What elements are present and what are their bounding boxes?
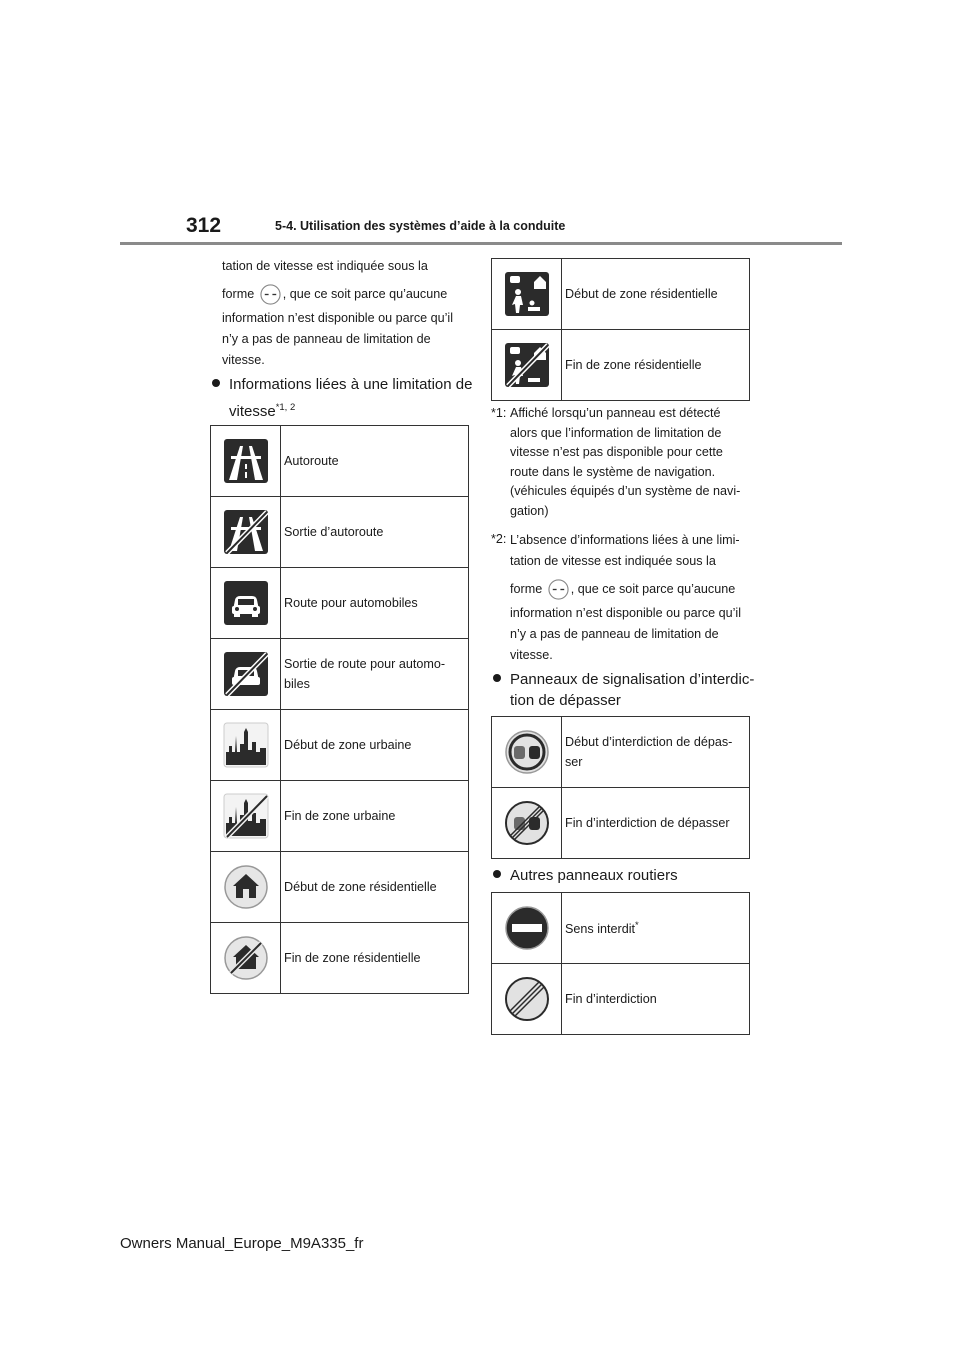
text-line: gation) [510, 503, 549, 518]
city-icon [211, 722, 280, 768]
text-line: vitesse. [510, 648, 553, 663]
section-title: 5-4. Utilisation des systèmes d’aide à la conduite [275, 219, 566, 233]
icon-cell [211, 426, 281, 497]
sign-label: Route pour automobiles [281, 568, 469, 639]
icon-cell [492, 717, 562, 788]
end-of-restriction-icon [492, 976, 561, 1022]
no-overtaking-icon [492, 729, 561, 775]
sign-label: Début de zone urbaine [281, 710, 469, 781]
residential-zone-icon [492, 271, 561, 317]
sign-label [562, 893, 750, 964]
table-row [211, 852, 469, 923]
sign-label [562, 717, 750, 788]
icon-cell [492, 330, 562, 401]
footnote-ref: *1, 2 [275, 402, 296, 413]
motorway-icon [211, 438, 280, 484]
text-line: tation de vitesse est indiquée sous la [222, 259, 428, 273]
text-line [510, 579, 753, 600]
text-line: alors que l’information de limitation de [510, 425, 722, 440]
text-fragment: forme [222, 287, 255, 301]
car-road-icon [211, 580, 280, 626]
icon-cell [211, 710, 281, 781]
footnote-ref: * [635, 920, 639, 932]
speed-signs-table [210, 425, 469, 994]
sign-label: Fin de zone résidentielle [562, 330, 750, 401]
table-row [211, 426, 469, 497]
bullet-dot [493, 674, 501, 682]
city-end-icon [211, 793, 280, 839]
bullet-text: Informations liées à une limitation de [229, 376, 473, 393]
label-line: Sortie de route pour automo- [284, 657, 446, 671]
bullet-dot [212, 379, 220, 387]
icon-cell [492, 893, 562, 964]
icon-cell [211, 923, 281, 994]
table-row [211, 497, 469, 568]
text-line [222, 284, 482, 305]
text-line: information n’est disponible ou parce qu’il [510, 606, 742, 621]
other-signs-table [491, 892, 750, 1035]
icon-cell [211, 568, 281, 639]
text-line: vitesse n’est pas disponible pour cette [510, 445, 723, 459]
table-row [492, 259, 750, 330]
header-rule [120, 242, 842, 245]
table-row [492, 330, 750, 401]
text-line: (véhicules équipés d’un système de navi- [510, 484, 741, 498]
bullet-text: vitesse [229, 403, 276, 420]
sign-label: Fin de zone résidentielle [281, 923, 469, 994]
bullet-other-signs [493, 865, 678, 886]
no-overtaking-end-icon [492, 800, 561, 846]
text-line: vitesse. [222, 353, 265, 368]
sign-label: Fin de zone urbaine [281, 781, 469, 852]
table-row [211, 923, 469, 994]
car-road-end-icon [211, 651, 280, 697]
text-line: n’y a pas de panneau de limitation de [510, 627, 719, 642]
house-end-icon [211, 935, 280, 981]
no-speed-limit-icon [548, 579, 569, 600]
table-row [211, 710, 469, 781]
icon-cell [211, 639, 281, 710]
icon-cell [211, 852, 281, 923]
intro-paragraph [222, 256, 482, 371]
label-line: biles [284, 677, 310, 691]
no-entry-icon [492, 905, 561, 951]
bullet-dot [493, 870, 501, 878]
sign-label: Début de zone résidentielle [281, 852, 469, 923]
sign-label: Fin d’interdiction [562, 964, 750, 1035]
text-line: route dans le système de navigation. [510, 464, 716, 479]
table-row [492, 964, 750, 1035]
table-row [492, 893, 750, 964]
table-row [492, 717, 750, 788]
icon-cell [492, 964, 562, 1035]
table-row [211, 639, 469, 710]
footer-text: Owners Manual_Europe_M9A335_fr [120, 1235, 364, 1252]
text-fragment: , que ce soit parce qu’aucune [570, 582, 736, 596]
table-row [492, 788, 750, 859]
bullet-text: Panneaux de signalisation d’interdic- [510, 671, 755, 688]
page-number: 312 [186, 214, 222, 237]
text-line: L’absence d’informations liées à une limi- [510, 533, 740, 547]
sign-label: Autoroute [281, 426, 469, 497]
label-line: Début d’interdiction de dépas- [565, 735, 733, 749]
label-line: ser [565, 755, 583, 769]
icon-cell [211, 497, 281, 568]
text-line: information n’est disponible ou parce qu’il [222, 311, 454, 326]
bullet-speed-info [212, 374, 472, 422]
house-icon [211, 864, 280, 910]
sign-label: Fin d’interdiction de dépasser [562, 788, 750, 859]
sign-label [281, 639, 469, 710]
motorway-end-icon [211, 509, 280, 555]
footnote-1 [491, 404, 753, 521]
icon-cell [492, 259, 562, 330]
sign-label: Sortie d’autoroute [281, 497, 469, 568]
no-speed-limit-icon [260, 284, 281, 305]
residential-signs-table [491, 258, 750, 401]
text-fragment: , que ce soit parce qu’aucune [282, 287, 448, 301]
table-row [211, 781, 469, 852]
label-text: Sens interdit [565, 922, 636, 937]
text-line: tation de vitesse est indiquée sous la [510, 554, 716, 568]
bullet-overtaking [493, 669, 754, 711]
residential-zone-end-icon [492, 342, 561, 388]
footnote-2 [491, 530, 753, 666]
overtaking-signs-table [491, 716, 750, 859]
table-row [211, 568, 469, 639]
footnote-mark: *1: [491, 406, 507, 420]
bullet-text: tion de dépasser [510, 692, 621, 709]
footnote-mark: *2: [491, 532, 507, 546]
text-fragment: forme [510, 582, 543, 596]
bullet-text: Autres panneaux routiers [510, 867, 678, 884]
icon-cell [492, 788, 562, 859]
text-line: Affiché lorsqu’un panneau est détecté [510, 406, 721, 420]
sign-label: Début de zone résidentielle [562, 259, 750, 330]
text-line: n’y a pas de panneau de limitation de [222, 332, 431, 347]
icon-cell [211, 781, 281, 852]
